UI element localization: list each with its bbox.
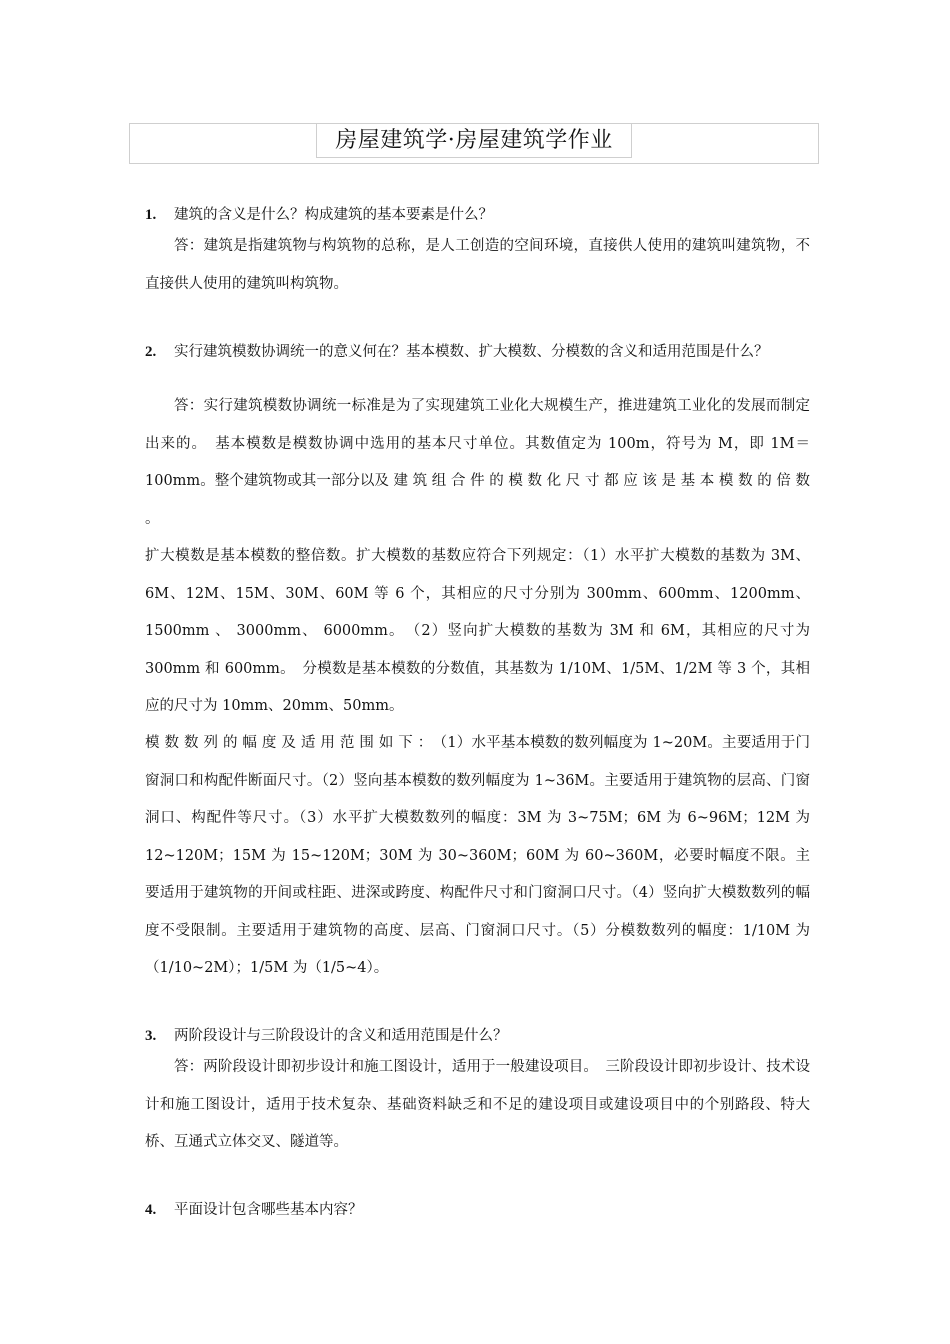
question-text: 建筑的含义是什么？构成建筑的基本要素是什么？	[174, 207, 493, 223]
question-1	[145, 204, 810, 227]
question-number: 3.	[145, 1028, 157, 1044]
page-title: 房屋建筑学·房屋建筑学作业	[316, 123, 632, 158]
question-number: 1.	[145, 207, 157, 223]
question-3	[145, 1025, 810, 1048]
answer-2-paragraph-2: 扩大模数是基本模数的整倍数。扩大模数的基数应符合下列规定：（1）水平扩大模数的基数为 3M、6M、12M、15M、30M、60M 等 6 个，其相应的尺寸分别为 300mm、600mm、1200mm、1500mm 、 3000mm、 6000mm。 （2）竖向扩大模数的基数为 3M 和 6M，其相应的尺寸为 300mm 和 600mm。 分模数是基本模数的分数值，其基数为 1/10M、1/5M、1/2M 等 3 个，其相应的尺寸为 10mm、20mm、50mm。	[145, 548, 810, 714]
question-4	[145, 1199, 810, 1222]
question-text: 实行建筑模数协调统一的意义何在？基本模数、扩大模数、分模数的含义和适用范围是什么？	[174, 344, 769, 360]
answer-3: 答：两阶段设计即初步设计和施工图设计，适用于一般建设项目。 三阶段设计即初步设计、技术设计和施工图设计，适用于技术复杂、基础资料缺乏和不足的建设项目或建设项目中的个别路段、特大桥、互通式立体交叉、隧道等。	[145, 1059, 810, 1150]
answer-2: 答：实行建筑模数协调统一标准是为了实现建筑工业化大规模生产，推进建筑工业化的发展而制定出来的。 基本模数是模数协调中选用的基本尺寸单位。其数值定为 100m，符号为 M，即 1M＝100mm。整个建筑物或其一部分以及 建 筑 组 合 件 的 模 数 化 尺 寸 都 应 该 是 基 本 模 数 的 倍 数 。	[145, 398, 810, 527]
answer-2-paragraph-3: 模 数 数 列 的 幅 度 及 适 用 范 围 如 下 ： （1）水平基本模数的数列幅度为 1~20M。主要适用于门窗洞口和构配件断面尺寸。（2）竖向基本模数的数列幅度为 1~36M。主要适用于建筑物的层高、门窗洞口、构配件等尺寸。（3）水平扩大模数数列的幅度：3M 为 3~75M；6M 为 6~96M；12M 为 12~120M；15M 为 15~120M；30M 为 30~360M；60M 为 60~360M，必要时幅度不限。主要适用于建筑物的开间或柱距、进深或跨度、构配件尺寸和门窗洞口尺寸。（4）竖向扩大模数数列的幅度不受限制。主要适用于建筑物的高度、层高、门窗洞口尺寸。（5）分模数数列的幅度：1/10M 为（1/10~2M）；1/5M 为（1/5~4）。	[145, 735, 810, 976]
question-text: 平面设计包含哪些基本内容？	[174, 1202, 363, 1218]
question-text: 两阶段设计与三阶段设计的含义和适用范围是什么？	[174, 1028, 508, 1044]
question-number: 4.	[145, 1202, 157, 1218]
question-number: 2.	[145, 344, 157, 360]
question-2	[145, 341, 810, 364]
answer-1: 答：建筑是指建筑物与构筑物的总称，是人工创造的空间环境，直接供人使用的建筑叫建筑物，不直接供人使用的建筑叫构筑物。	[145, 238, 810, 292]
